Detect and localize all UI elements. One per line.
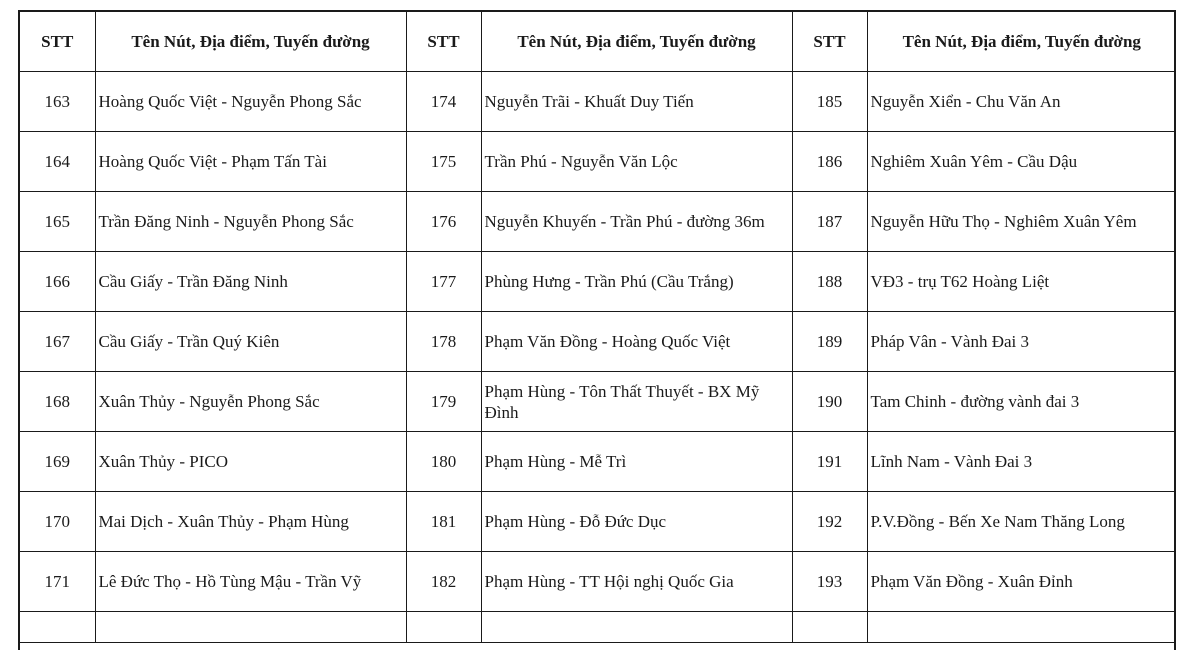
location-cell: Phùng Hưng - Trần Phú (Cầu Trắng) (481, 252, 792, 312)
location-cell: Phạm Văn Đồng - Hoàng Quốc Việt (481, 312, 792, 372)
stt-cell: 179 (406, 372, 481, 432)
table-row (20, 192, 1176, 252)
location-cell: Cầu Giấy - Trần Đăng Ninh (95, 252, 406, 312)
stt-cell: 166 (20, 252, 95, 312)
stt-cell: 182 (406, 552, 481, 612)
intersection-table (20, 12, 1176, 643)
table-row (20, 252, 1176, 312)
table-row (20, 492, 1176, 552)
stt-cell: 190 (792, 372, 867, 432)
location-cell: Tam Chinh - đường vành đai 3 (867, 372, 1176, 432)
stt-cell: 189 (792, 312, 867, 372)
empty-cell (20, 612, 95, 643)
location-cell: Phạm Hùng - Mễ Trì (481, 432, 792, 492)
stt-column-header: STT (20, 12, 95, 72)
stt-cell: 185 (792, 72, 867, 132)
location-cell: Nguyễn Hữu Thọ - Nghiêm Xuân Yêm (867, 192, 1176, 252)
location-cell: Hoàng Quốc Việt - Phạm Tấn Tài (95, 132, 406, 192)
location-cell: Hoàng Quốc Việt - Nguyễn Phong Sắc (95, 72, 406, 132)
stt-cell: 175 (406, 132, 481, 192)
stt-column-header: STT (792, 12, 867, 72)
empty-cell (867, 612, 1176, 643)
stt-column-header: STT (406, 12, 481, 72)
location-cell: Trần Đăng Ninh - Nguyễn Phong Sắc (95, 192, 406, 252)
location-cell: Phạm Hùng - Tôn Thất Thuyết - BX Mỹ Đình (481, 372, 792, 432)
stt-cell: 165 (20, 192, 95, 252)
stt-cell: 176 (406, 192, 481, 252)
stt-cell: 167 (20, 312, 95, 372)
location-cell: Nguyễn Trãi - Khuất Duy Tiến (481, 72, 792, 132)
stt-cell: 171 (20, 552, 95, 612)
table-row (20, 372, 1176, 432)
stt-cell: 191 (792, 432, 867, 492)
location-cell: Xuân Thủy - Nguyễn Phong Sắc (95, 372, 406, 432)
table-row (20, 552, 1176, 612)
stt-cell: 187 (792, 192, 867, 252)
stt-cell: 177 (406, 252, 481, 312)
location-cell: Lĩnh Nam - Vành Đai 3 (867, 432, 1176, 492)
location-cell: VĐ3 - trụ T62 Hoàng Liệt (867, 252, 1176, 312)
location-cell: Xuân Thủy - PICO (95, 432, 406, 492)
name-column-header: Tên Nút, Địa điểm, Tuyến đường (867, 12, 1176, 72)
name-column-header: Tên Nút, Địa điểm, Tuyến đường (481, 12, 792, 72)
location-cell: Lê Đức Thọ - Hồ Tùng Mậu - Trần Vỹ (95, 552, 406, 612)
table-row-partial (20, 612, 1176, 643)
stt-cell: 174 (406, 72, 481, 132)
location-cell: Phạm Văn Đồng - Xuân Đỉnh (867, 552, 1176, 612)
location-cell: Cầu Giấy - Trần Quý Kiên (95, 312, 406, 372)
stt-cell: 188 (792, 252, 867, 312)
empty-cell (406, 612, 481, 643)
location-cell: Phạm Hùng - Đỗ Đức Dục (481, 492, 792, 552)
name-column-header: Tên Nút, Địa điểm, Tuyến đường (95, 12, 406, 72)
location-cell: Mai Dịch - Xuân Thủy - Phạm Hùng (95, 492, 406, 552)
stt-cell: 192 (792, 492, 867, 552)
stt-cell: 186 (792, 132, 867, 192)
stt-cell: 169 (20, 432, 95, 492)
stt-cell: 193 (792, 552, 867, 612)
empty-cell (481, 612, 792, 643)
stt-cell: 168 (20, 372, 95, 432)
stt-cell: 164 (20, 132, 95, 192)
location-cell: Trần Phú - Nguyễn Văn Lộc (481, 132, 792, 192)
stt-cell: 181 (406, 492, 481, 552)
table-row (20, 132, 1176, 192)
table-header-row (20, 12, 1176, 72)
table-row (20, 72, 1176, 132)
location-cell: Nguyễn Xiển - Chu Văn An (867, 72, 1176, 132)
location-cell: Nghiêm Xuân Yêm - Cầu Dậu (867, 132, 1176, 192)
location-cell: Phạm Hùng - TT Hội nghị Quốc Gia (481, 552, 792, 612)
empty-cell (95, 612, 406, 643)
table-row (20, 432, 1176, 492)
table-row (20, 312, 1176, 372)
stt-cell: 163 (20, 72, 95, 132)
stt-cell: 170 (20, 492, 95, 552)
location-cell: Nguyễn Khuyến - Trần Phú - đường 36m (481, 192, 792, 252)
location-cell: Pháp Vân - Vành Đai 3 (867, 312, 1176, 372)
intersection-list-document (18, 10, 1176, 650)
empty-cell (792, 612, 867, 643)
stt-cell: 178 (406, 312, 481, 372)
location-cell: P.V.Đồng - Bến Xe Nam Thăng Long (867, 492, 1176, 552)
stt-cell: 180 (406, 432, 481, 492)
